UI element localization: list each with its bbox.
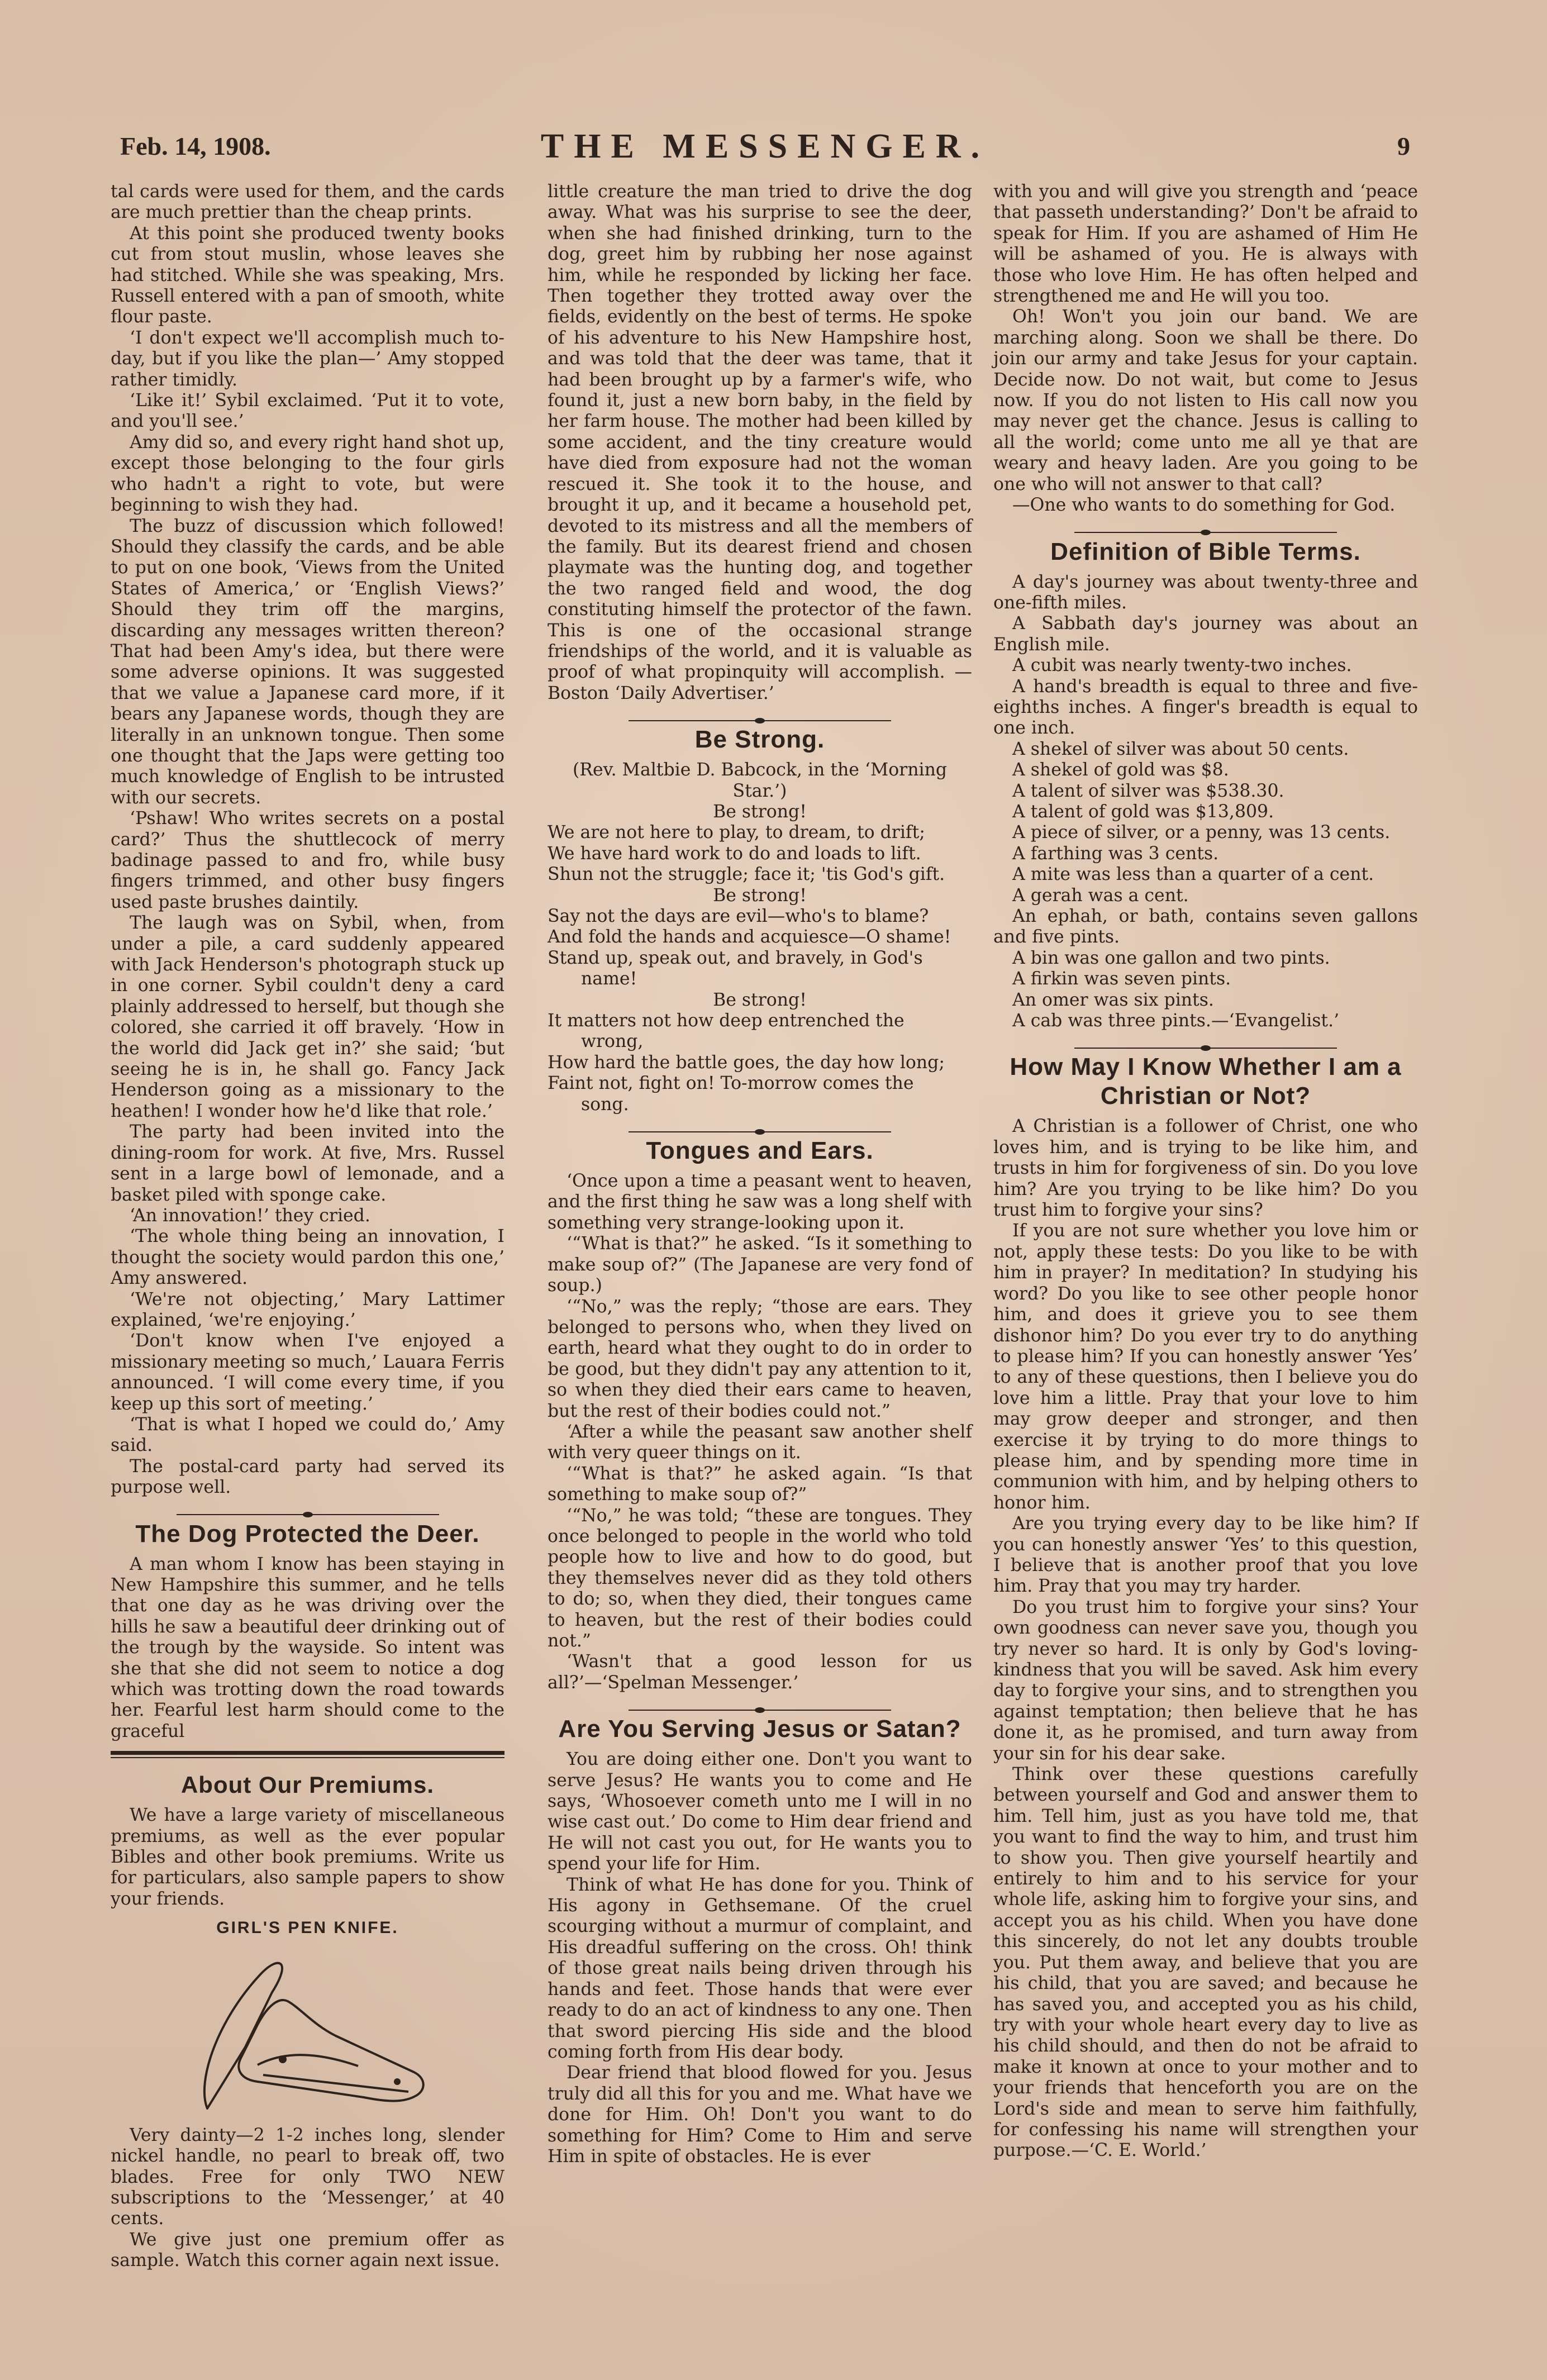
issue-date: Feb. 14, 1908. bbox=[120, 132, 271, 160]
masthead-title: THE MESSENGER. bbox=[540, 127, 990, 165]
definition-item: A cubit was nearly twenty-two inches. bbox=[1012, 655, 1352, 676]
definition-item: A shekel of gold was $8. bbox=[1012, 760, 1229, 780]
poem-line: Say not the days are evil—who's to blame? bbox=[548, 906, 929, 926]
tongues-paragraph: ‘Once upon a time a peasant went to heaven, and the first thing he saw was a long shelf with something very strange-looking upon it. bbox=[548, 1171, 972, 1233]
section-rule bbox=[111, 1751, 504, 1755]
poem-line: It matters not how deep entrenched the bbox=[548, 1011, 905, 1031]
premiums-text: We have a large variety of miscellaneous premiums, as well as the ever popular Bibles and other book premiums. Write us for particulars, also sample papers to show your friends. bbox=[111, 1805, 504, 1909]
definition-item: A gerah was a cent. bbox=[1012, 885, 1189, 906]
postcard-story bbox=[111, 182, 504, 1498]
poem-line: name! bbox=[581, 969, 637, 989]
serving-continuation: with you and will give you strength and ‘peace that passeth understanding?’ Don't be afraid to speak for Him. If you are ashamed of Him He will be ashamed of you. He is always with those who love Him. He has often helped and strengthened me and He will you too. bbox=[993, 182, 1418, 307]
story-paragraph: The party had been invited into the dining-room for work. At five, Mrs. Russel sent in a large bowl of lemonade, and a basket piled with sponge cake. bbox=[111, 1122, 504, 1205]
dog-article-continuation: little creature the man tried to drive the dog away. What was his surprise to see the deer, when she had finished drinking, turn to the dog, greet him by rubbing her nose against him, while he responded by licking her face. Then together they trotted away over the fields, evidently on the best of terms. He spoke of his adventure to his New Hampshire host, and was told that the deer was tame, that it had been brought up by a farmer's wife, who found it, just a new born baby, in the field by her farm house. The mother had been killed by some accident, and the tiny creature would have died from exposure had not the woman rescued it. She took it to the house, and brought it up, and it became a household pet, devoted to its mistress and all the members of the family. But its dearest friend and chosen playmate was the hunting dog, and together the two ranged field and wood, the dog constituting himself the protector of the fawn. This is one of the occasional strange friendships of the world, and it is valuable as proof of what propinquity will accomplish. —Boston ‘Daily Advertiser.’ bbox=[548, 182, 972, 703]
tongues-paragraph: ‘“No,” he was told; “these are tongues. They once belonged to people in the world who told people how to live and how to do good, but they themselves never did as they told others to do; so, when they died, their tongues came to heaven, but the rest of their bodies could not.” bbox=[548, 1505, 972, 1651]
column-3 bbox=[993, 182, 1418, 2162]
poem-line: How hard the battle goes, the day how long; bbox=[548, 1052, 945, 1073]
tongues-ears-title: Tongues and Ears. bbox=[646, 1137, 874, 1165]
christian-paragraph: Are you trying every day to be like him? If you can honestly answer ‘Yes’ to this question, I believe that is another proof that you love him. Pray that you may try harder. bbox=[993, 1513, 1418, 1597]
definition-item: A day's journey was about twenty-three and one-fifth miles. bbox=[993, 572, 1418, 613]
page-header bbox=[120, 126, 1410, 170]
section-ornament bbox=[548, 1699, 972, 1710]
definition-item: A hand's breadth is equal to three and five-eighths inches. A finger's breadth is equal to one inch. bbox=[993, 676, 1418, 739]
premium-note: We give just one premium offer as sample. Watch this corner again next issue. bbox=[111, 2229, 504, 2271]
story-paragraph: ‘Don't know when I've enjoyed a missionary meeting so much,’ Lauara Ferris announced. ‘I will come every time, if you keep up this sort of meeting.’ bbox=[111, 1331, 504, 1414]
section-ornament bbox=[548, 1121, 972, 1132]
be-strong-poem bbox=[548, 760, 972, 1115]
definition-item: An ephah, or bath, contains seven gallons and five pints. bbox=[993, 906, 1418, 948]
poem-line: We have hard work to do and loads to lift. bbox=[548, 843, 921, 864]
definition-item: A talent of gold was $13,809. bbox=[1012, 801, 1274, 822]
pen-knife-title: GIRL'S PEN KNIFE. bbox=[216, 1919, 399, 1938]
dog-article-title: The Dog Protected the Deer. bbox=[135, 1520, 480, 1548]
definition-item: An omer was six pints. bbox=[1012, 989, 1214, 1010]
story-paragraph: ‘An innovation!’ they cried. bbox=[130, 1205, 370, 1226]
definition-item: A cab was three pints.—‘Evangelist.’ bbox=[1012, 1011, 1340, 1031]
story-paragraph: ‘Pshaw! Who writes secrets on a postal card?’ Thus the shuttlecock of merry badinage passed to and fro, while busy fingers trimmed, and other busy fingers used paste brushes daintily. bbox=[111, 808, 504, 912]
story-paragraph: ‘The whole thing being an innovation, I thought the society would pardon this one,’ Amy answered. bbox=[111, 1226, 504, 1289]
poem-line: And fold the hands and acquiesce—O shame! bbox=[548, 927, 951, 948]
dog-article-paragraph: A man whom I know has been staying in New Hampshire this summer, and he tells that one day as he was driving over the hills he saw a beautiful deer drinking out of the trough by the wayside. So intent was she that she did not seem to notice a dog which was trotting down the road towards her. Fearful lest harm should come to the graceful bbox=[111, 1554, 504, 1741]
story-paragraph: Amy did so, and every right hand shot up, except those belonging to the four girls who hadn't a right to vote, but were beginning to wish they had. bbox=[111, 432, 504, 516]
definition-item: A piece of silver, or a penny, was 13 cents. bbox=[1012, 822, 1391, 843]
tongues-paragraph: ‘After a while the peasant saw another shelf with very queer things on it. bbox=[548, 1421, 972, 1463]
christian-paragraph: Do you trust him to forgive your sins? Your own goodness can never save you, though you try never so hard. It is only by God's loving-kindness that you will be saved. Ask him every day to forgive your sins, and to strengthen you against temptation; then believe that he has done it, as he promised, and turn away from your sin for his dear sake. bbox=[993, 1597, 1418, 1764]
tongues-paragraph: ‘“What is that?” he asked again. “Is that something to make soup of?” bbox=[548, 1463, 972, 1505]
story-paragraph: At this point she produced twenty books cut from stout muslin, whose leaves she had stitched. While she was speaking, Mrs. Russell entered with a pan of smooth, white flour paste. bbox=[111, 223, 504, 327]
column-2 bbox=[548, 182, 972, 2167]
story-paragraph: tal cards were used for them, and the cards are much prettier than the cheap prints. bbox=[111, 182, 504, 223]
definition-item: A firkin was seven pints. bbox=[1012, 969, 1231, 989]
page-number: 9 bbox=[1397, 132, 1410, 160]
tongues-paragraph: ‘“What is that?” he asked. “Is it something to make soup of?” (The Japanese are very fond of soup.) bbox=[548, 1234, 972, 1296]
story-paragraph: ‘That is what I hoped we could do,’ Amy said. bbox=[111, 1414, 504, 1456]
poem-refrain: Be strong! bbox=[713, 885, 807, 906]
poem-line: Shun not the struggle; face it; 'tis God's gift. bbox=[548, 864, 945, 885]
serving-paragraph: Dear friend that blood flowed for you. Jesus truly did all this for you and me. What have we done for Him. Oh! Don't you want to do something for Him? Come to Him and serve Him in spite of obstacles. He is ever bbox=[548, 2063, 972, 2167]
story-paragraph: ‘Like it!’ Sybil exclaimed. ‘Put it to vote, and you'll see.’ bbox=[111, 391, 504, 432]
serving-signature: —One who wants to do something for God. bbox=[1012, 495, 1396, 516]
section-ornament bbox=[993, 522, 1418, 533]
poem-line: Faint not, fight on! To-morrow comes the bbox=[548, 1073, 914, 1094]
serving-title: Are You Serving Jesus or Satan? bbox=[558, 1715, 961, 1743]
christian-paragraph: A Christian is a follower of Christ, one who loves him, and is trying to be like him, and trusts in him for forgiveness of sin. Do you love him? Are you trying to be like him? Do you trust him to forgive your sins? bbox=[993, 1116, 1418, 1221]
premiums-title: About Our Premiums. bbox=[180, 1772, 435, 1798]
story-paragraph: The laugh was on Sybil, when, from under a pile, a card suddenly appeared with Jack Henderson's photograph stuck up in one corner. Sybil couldn't deny a card plainly addressed to herself, but though she colored, she carried it off bravely. ‘How in the world did Jack get in?’ she said; ‘but seeing he is in, he shall go. Fancy Jack Henderson going as a missionary to the heathen! I wonder how he'd like that role.’ bbox=[111, 913, 504, 1121]
christian-paragraph: Think over these questions carefully between yourself and God and answer them to him. Tell him, just as you have told me, that you want to find the way to him, and trust him to show you. Then give yourself heartily and entirely to him and to his service for your whole life, asking him to forgive your sins, and accept you as his child. When you have done this sincerely, do not let any doubts trouble you. Put them away, and believe that you are his child, that you are saved; and because he has saved you, and accepted you as his child, try with your whole heart every day to live as his child should, and then do not be afraid to make it known at once to your mother and to your friends that henceforth you are on the Lord's side and mean to serve him faithfully, for confessing his name will strengthen your purpose.—‘C. E. World.’ bbox=[993, 1764, 1418, 2161]
pen-knife-description: Very dainty—2 1-2 inches long, slender nickel handle, no pearl to break off, two blades. Free for only TWO NEW subscriptions to the ‘Messenger,’ at 40 cents. bbox=[111, 2125, 504, 2229]
serving-paragraph: Think of what He has done for you. Think of His agony in Gethsemane. Of the cruel scourging without a murmur of complaint, and His dreadful suffering on the cross. Oh! think of those great nails being driven through his hands and feet. Those hands that were ever ready to do an act of kindness to any one. Then that sword piercing His side and the blood coming forth from His dear body. bbox=[548, 1874, 972, 2062]
serving-paragraph: You are doing either one. Don't you want to serve Jesus? He wants you to come and He says, ‘Whosoever cometh unto me I will in no wise cast out.’ Do come to Him dear friend and He will not cast you out, for He wants you to spend your life for Him. bbox=[548, 1749, 972, 1874]
section-ornament bbox=[111, 1504, 504, 1515]
story-paragraph: The postal-card party had served its purpose well. bbox=[111, 1456, 504, 1498]
poem-line: song. bbox=[581, 1094, 629, 1115]
poem-byline: (Rev. Maltbie D. Babcock, in the ‘Morning Star.’) bbox=[572, 760, 948, 801]
definition-item: A shekel of silver was about 50 cents. bbox=[1012, 739, 1349, 759]
story-paragraph: ‘I don't expect we'll accomplish much to-day, but if you like the plan—’ Amy stopped rather timidly. bbox=[111, 327, 504, 390]
definition-item: A farthing was 3 cents. bbox=[1012, 843, 1219, 864]
definition-item: A Sabbath day's journey was about an English mile. bbox=[993, 613, 1418, 655]
column-1 bbox=[111, 182, 504, 2272]
poem-line: wrong, bbox=[581, 1031, 644, 1052]
poem-refrain: Be strong! bbox=[713, 801, 807, 822]
definition-item: A bin was one gallon and two pints. bbox=[1012, 948, 1330, 968]
definition-item: A mite was less than a quarter of a cent. bbox=[1012, 864, 1374, 885]
story-paragraph: The buzz of discussion which followed! Should they classify the cards, and be able to put on one book, ‘Views from the United States of America,’ or ‘English Views?’ Should they trim off the margins, discarding any messages written thereon? That had been Amy's idea, but there were some adverse opinions. It was suggested that we value a Japanese card more, if it bears any Japanese words, though they are literally in an unknown tongue. Then some one thought that the Japs were getting too much knowledge of English to be intrusted with our secrets. bbox=[111, 516, 504, 808]
section-ornament bbox=[993, 1037, 1418, 1048]
poem-line: Stand up, speak out, and bravely, in God's bbox=[548, 948, 923, 968]
christian-title: How May I Know Whether I am a Christian or Not? bbox=[1010, 1053, 1402, 1110]
tongues-paragraph: ‘Wasn't that a good lesson for us all?’—‘Spelman Messenger.’ bbox=[548, 1651, 972, 1693]
christian-paragraph: If you are not sure whether you love him or not, apply these tests: Do you like to be with him in prayer? In meditation? In studying his word? Do you like to see other people honor him, and does it grieve you to see them dishonor him? Do you ever try to do anything to please him? If you can honestly answer ‘Yes’ to any of these questions, then I believe you do love him a little. Pray that your love to him may grow deeper and stronger, and then exercise it by trying to do more things to please him, and by spending more time in communion with him, and by helping others to honor him. bbox=[993, 1221, 1418, 1513]
section-ornament bbox=[548, 710, 972, 721]
definition-title: Definition of Bible Terms. bbox=[1050, 537, 1361, 565]
story-paragraph: ‘We're not objecting,’ Mary Lattimer explained, ‘we're enjoying.’ bbox=[111, 1289, 504, 1330]
tongues-paragraph: ‘“No,” was the reply; “those are ears. They belonged to persons who, when they lived on earth, heard what they ought to do in order to be good, but they didn't pay any attention to it, so when they died their ears came to heaven, but the rest of their bodies could not.” bbox=[548, 1296, 972, 1421]
be-strong-title: Be Strong. bbox=[694, 726, 825, 754]
poem-refrain: Be strong! bbox=[713, 989, 807, 1010]
definition-item: A talent of silver was $538.30. bbox=[1012, 780, 1284, 801]
pen-knife-illustration bbox=[174, 1941, 442, 2125]
poem-line: We are not here to play, to dream, to drift; bbox=[548, 822, 925, 843]
serving-continuation: Oh! Won't you join our band. We are marching along. Soon we shall be there. Do join our army and take Jesus for your captain. Decide now. Do not wait, but come to Jesus now. If you do not listen to His call now you may never get the chance. Jesus is calling to all the world; come unto me all ye that are weary and heavy laden. Are you going to be one who will not answer to that call? bbox=[993, 307, 1418, 494]
section-rule bbox=[111, 1757, 504, 1758]
